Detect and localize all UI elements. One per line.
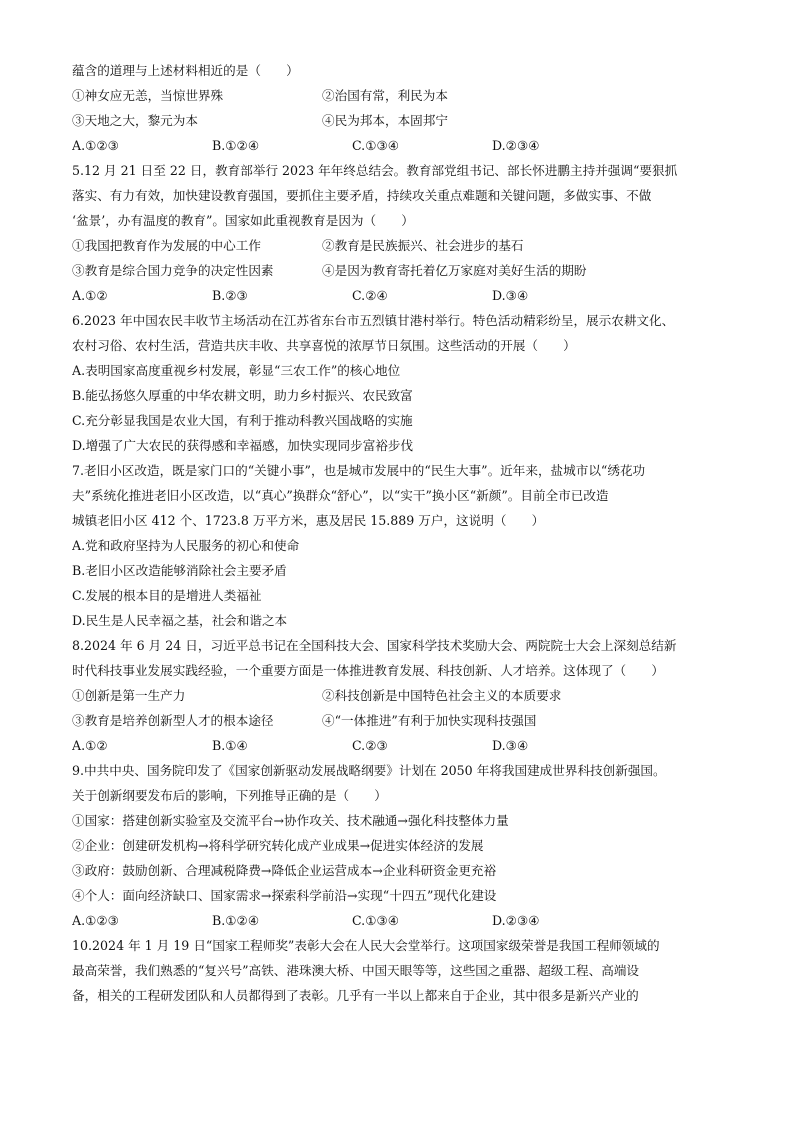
q9-option-4: ④个人：面向经济缺口、国家需求→探索科学前沿→实现“十四五”现代化建设 <box>72 888 497 903</box>
q10-stem-line3: 备，相关的工程研发团队和人员都得到了表彰。几乎有一半以上都来自于企业，其中很多是新兴产业的 <box>72 988 639 1003</box>
q5-option-2: ②教育是民族振兴、社会进步的基石 <box>322 238 524 253</box>
q8-choice-c: C.②③ <box>352 738 388 753</box>
q8-option-1: ①创新是第一生产力 <box>72 688 186 703</box>
q10-stem-line1: 10.2024 年 1 月 19 日“国家工程师奖”表彰大会在人民大会堂举行。这项国家级荣誉是我国工程师领域的 <box>72 938 660 953</box>
q5-stem-line2: 落实、有力有效，加快建设教育强国，要抓住主要矛盾，持续攻关重点难题和关键问题，多做实事、不做 <box>72 188 652 203</box>
q7-stem-line3: 城镇老旧小区 412 个、1723.8 万平方米，惠及居民 15.889 万户，这说明（ ） <box>72 513 545 528</box>
q8-stem-line1: 8.2024 年 6 月 24 日，习近平总书记在全国科技大会、国家科学技术奖励大会、两院院士大会上深刻总结新 <box>72 638 677 653</box>
q4-choice-c: C.①③④ <box>352 138 400 153</box>
q9-stem-line1: 9.中共中央、国务院印发了《国家创新驱动发展战略纲要》计划在 2050 年将我国建成世界科技创新强国。 <box>72 763 666 778</box>
q4-option-3: ③天地之大，黎元为本 <box>72 113 198 128</box>
q4-choices <box>72 133 732 158</box>
q6-choice-b: B.能弘扬悠久厚重的中华农耕文明，助力乡村振兴、农民致富 <box>72 388 413 403</box>
q8-stem-line2: 时代科技事业发展实践经验，一个重要方面是一体推进教育发展、科技创新、人才培养。这体现了（ ） <box>72 663 664 678</box>
q5-option-4: ④是因为教育寄托着亿万家庭对美好生活的期盼 <box>322 263 587 278</box>
q4-option-4: ④民为邦本，本固邦宁 <box>322 113 448 128</box>
q7-stem-line1: 7.老旧小区改造，既是家门口的“关键小事”，也是城市发展中的“民生大事”。近年来，盐城市以“绣花功 <box>72 463 646 478</box>
q9-choices <box>72 908 732 933</box>
q9-choice-d: D.②③④ <box>492 913 540 928</box>
q9-choice-c: C.①③④ <box>352 913 400 928</box>
q5-options-row1 <box>72 233 732 258</box>
q9-option-3: ③政府：鼓励创新、合理减税降费→降低企业运营成本→企业科研资金更充裕 <box>72 863 497 878</box>
q5-stem-line1: 5.12 月 21 日至 22 日，教育部举行 2023 年年终总结会。教育部党组书记、部长怀进鹏主持并强调“要狠抓 <box>72 163 678 178</box>
q4-options-row1 <box>72 83 732 108</box>
q8-option-2: ②科技创新是中国特色社会主义的本质要求 <box>322 688 562 703</box>
q4-choice-d: D.②③④ <box>492 138 540 153</box>
q4-options-row2 <box>72 108 732 133</box>
q6-choice-c: C.充分彰显我国是农业大国，有利于推动科教兴国战略的实施 <box>72 413 413 428</box>
q8-option-4: ④“一体推进”有利于加快实现科技强国 <box>322 713 537 728</box>
q4-stem-tail: 蕴含的道理与上述材料相近的是（ ） <box>72 63 299 78</box>
q5-stem-line3: ‘盆景’，办有温度的教育”。国家如此重视教育是因为（ ） <box>72 213 414 228</box>
q6-stem-line2: 农村习俗、农村生活，营造共庆丰收、共享喜悦的浓厚节日氛围。这些活动的开展（ ） <box>72 338 576 353</box>
q9-option-2: ②企业：创建研发机构→将科学研究转化成产业成果→促进实体经济的发展 <box>72 838 484 853</box>
q4-option-1: ①神女应无恙，当惊世界殊 <box>72 88 224 103</box>
q9-choice-b: B.①②④ <box>212 913 260 928</box>
q8-choice-b: B.①④ <box>212 738 248 753</box>
q9-stem-line2: 关于创新纲要发布后的影响，下列推导正确的是（ ） <box>72 788 387 803</box>
q8-choice-d: D.③④ <box>492 738 529 753</box>
q5-choice-a: A.①② <box>72 288 108 303</box>
q9-choice-a: A.①②③ <box>72 913 119 928</box>
q7-choice-b: B.老旧小区改造能够消除社会主要矛盾 <box>72 563 287 578</box>
q8-option-3: ③教育是培养创新型人才的根本途径 <box>72 713 274 728</box>
exam-page <box>72 58 732 1008</box>
q6-choice-a: A.表明国家高度重视乡村发展，彰显“三农工作”的核心地位 <box>72 363 401 378</box>
q8-options-row1 <box>72 683 732 708</box>
q5-choice-c: C.②④ <box>352 288 388 303</box>
q4-option-2: ②治国有常，利民为本 <box>322 88 448 103</box>
q4-choice-a: A.①②③ <box>72 138 119 153</box>
q5-choice-b: B.②③ <box>212 288 248 303</box>
q9-option-1: ①国家：搭建创新实验室及交流平台→协作攻关、技术融通→强化科技整体力量 <box>72 813 509 828</box>
q5-choice-d: D.③④ <box>492 288 529 303</box>
q6-choice-d: D.增强了广大农民的获得感和幸福感，加快实现同步富裕步伐 <box>72 438 414 453</box>
q5-choices <box>72 283 732 308</box>
q5-option-1: ①我国把教育作为发展的中心工作 <box>72 238 261 253</box>
q8-choices <box>72 733 732 758</box>
q7-stem-line2: 夫”系统化推进老旧小区改造，以“真心”换群众“舒心”，以“实干”换小区“新颜”。目前全市已改造 <box>72 488 609 503</box>
q7-choice-d: D.民生是人民幸福之基，社会和谐之本 <box>72 613 288 628</box>
q7-choice-a: A.党和政府坚持为人民服务的初心和使命 <box>72 538 300 553</box>
q8-options-row2 <box>72 708 732 733</box>
q5-options-row2 <box>72 258 732 283</box>
q4-choice-b: B.①②④ <box>212 138 260 153</box>
q10-stem-line2: 最高荣誉，我们熟悉的“复兴号”高铁、港珠澳大桥、中国天眼等等，这些国之重器、超级工程、高端设 <box>72 963 640 978</box>
q5-option-3: ③教育是综合国力竞争的决定性因素 <box>72 263 274 278</box>
q8-choice-a: A.①② <box>72 738 108 753</box>
q7-choice-c: C.发展的根本目的是增进人类福祉 <box>72 588 262 603</box>
q6-stem-line1: 6.2023 年中国农民丰收节主场活动在江苏省东台市五烈镇甘港村举行。特色活动精彩纷呈，展示农耕文化、 <box>72 313 675 328</box>
